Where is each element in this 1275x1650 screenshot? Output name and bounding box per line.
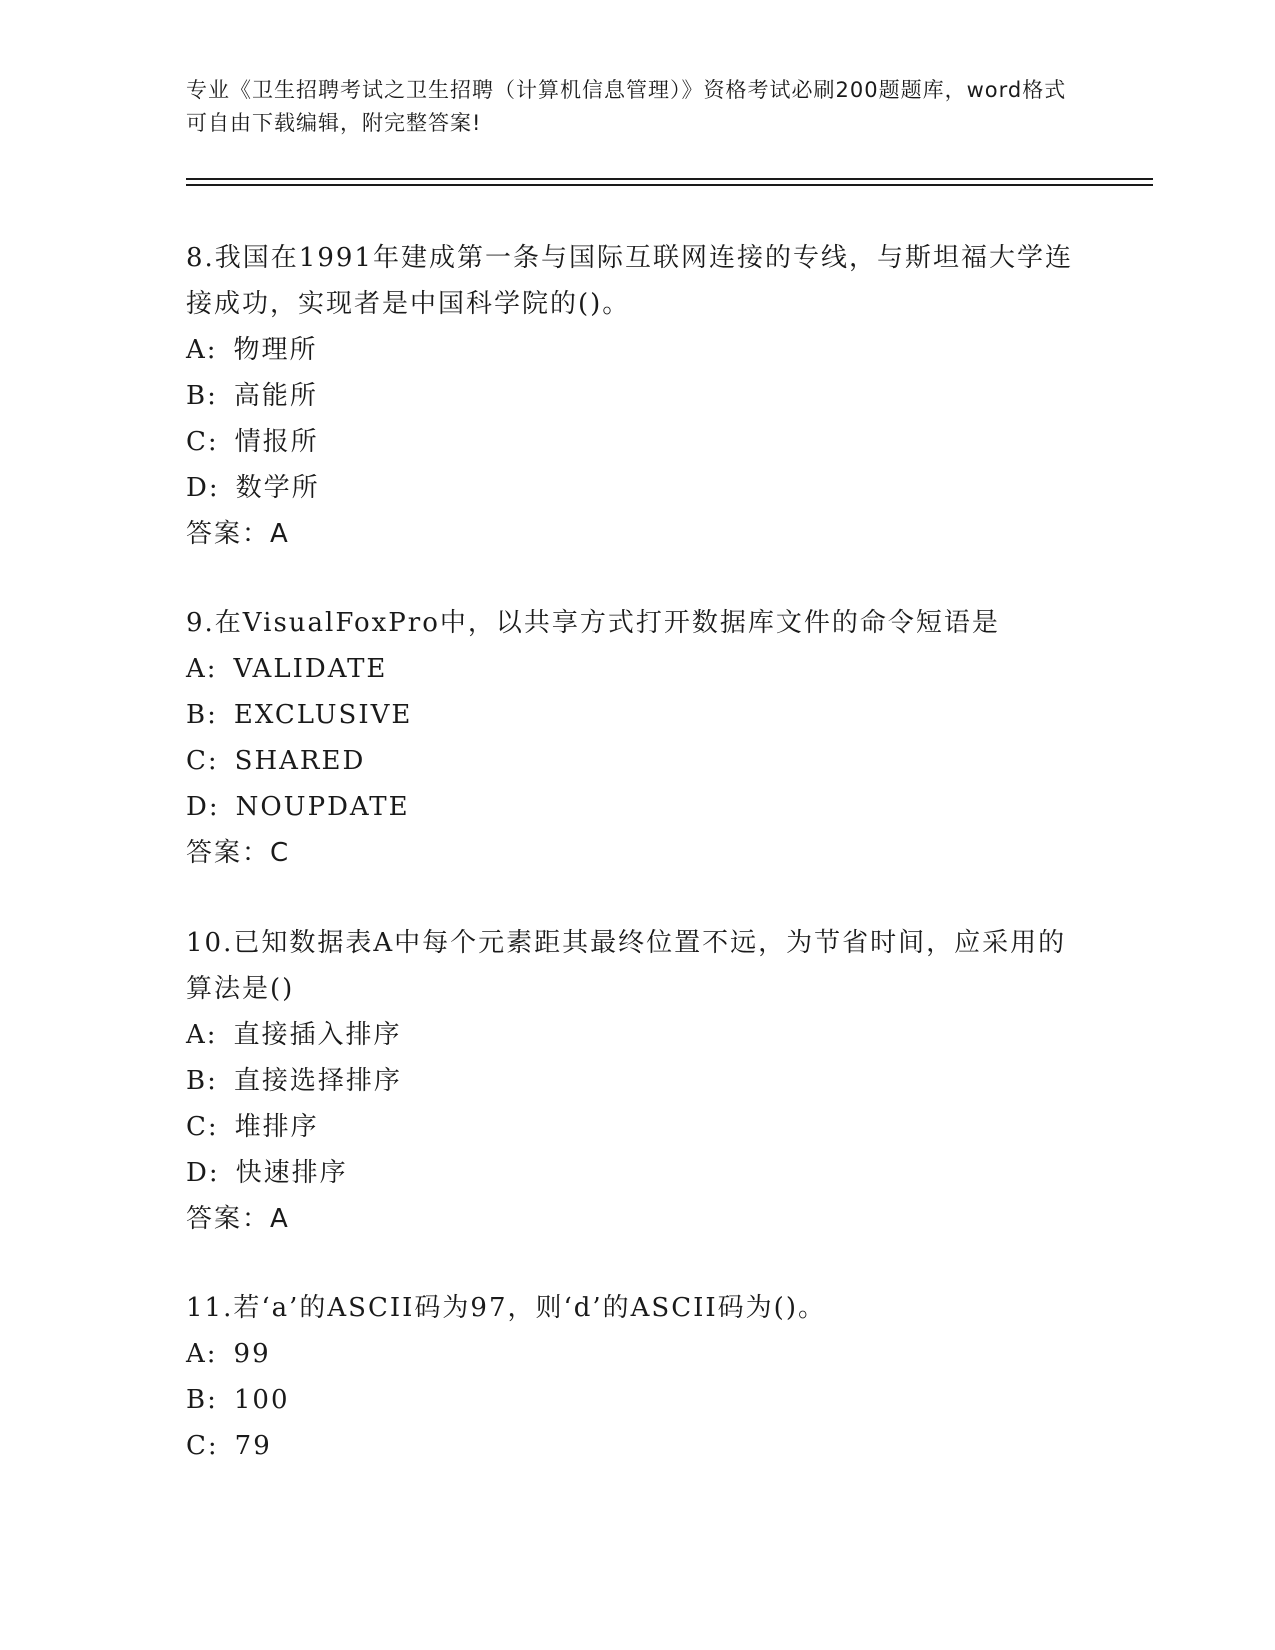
- option-b: [186, 692, 1086, 738]
- option-b: [186, 373, 1086, 419]
- option-b: [186, 1058, 1086, 1104]
- question-10: [186, 920, 1086, 1242]
- header-divider-top: [186, 178, 1153, 180]
- answer-line: 答案：A: [186, 1204, 290, 1234]
- question-stem: 11.若‘a’的ASCII码为97，则‘d’的ASCII码为()。: [186, 1293, 826, 1323]
- option-a: [186, 327, 1086, 373]
- option-text: 情报所: [234, 427, 319, 457]
- option-key: C:: [186, 1112, 219, 1142]
- option-key: B:: [186, 1385, 218, 1415]
- document-header: 专业《卫生招聘考试之卫生招聘（计算机信息管理）》资格考试必刷200题题库，word格式可自由下载编辑，附完整答案!: [186, 78, 1067, 135]
- option-text: 高能所: [233, 381, 318, 411]
- question-stem: 10.已知数据表A中每个元素距其最终位置不远，为节省时间，应采用的算法是(): [186, 928, 1067, 1004]
- option-key: A:: [186, 1020, 218, 1050]
- option-key: D:: [186, 1158, 220, 1188]
- option-key: D:: [186, 473, 220, 503]
- option-text: 直接选择排序: [233, 1066, 402, 1096]
- question-stem: 8.我国在1991年建成第一条与国际互联网连接的专线，与斯坦福大学连接成功，实现者是中国科学院的()。: [186, 243, 1073, 319]
- option-d: [186, 465, 1086, 511]
- option-a: [186, 1331, 1086, 1377]
- question-9: [186, 600, 1086, 876]
- question-8: [186, 235, 1086, 557]
- option-key: C:: [186, 427, 219, 457]
- option-key: B:: [186, 700, 218, 730]
- option-c: [186, 1423, 1086, 1469]
- option-text: 快速排序: [235, 1158, 348, 1188]
- option-key: B:: [186, 381, 218, 411]
- option-text: 堆排序: [234, 1112, 319, 1142]
- option-text: EXCLUSIVE: [233, 700, 413, 730]
- option-d: [186, 1150, 1086, 1196]
- option-key: A:: [186, 654, 218, 684]
- answer-line: 答案：C: [186, 838, 291, 868]
- option-a: [186, 646, 1086, 692]
- option-text: 物理所: [233, 335, 318, 365]
- option-text: 99: [233, 1339, 271, 1369]
- option-text: 100: [233, 1385, 290, 1415]
- option-text: NOUPDATE: [235, 792, 410, 822]
- option-key: B:: [186, 1066, 218, 1096]
- option-key: D:: [186, 792, 220, 822]
- answer-line: 答案：A: [186, 519, 290, 549]
- option-key: A:: [186, 1339, 218, 1369]
- option-key: C:: [186, 1431, 219, 1461]
- question-11: [186, 1285, 1086, 1469]
- option-c: [186, 1104, 1086, 1150]
- option-text: VALIDATE: [233, 654, 388, 684]
- option-text: 79: [234, 1431, 272, 1461]
- option-text: 数学所: [235, 473, 320, 503]
- question-stem: 9.在VisualFoxPro中，以共享方式打开数据库文件的命令短语是: [186, 608, 1000, 638]
- option-d: [186, 784, 1086, 830]
- option-text: SHARED: [234, 746, 366, 776]
- option-key: A:: [186, 335, 218, 365]
- option-c: [186, 419, 1086, 465]
- option-key: C:: [186, 746, 219, 776]
- option-a: [186, 1012, 1086, 1058]
- option-text: 直接插入排序: [233, 1020, 402, 1050]
- header-divider-bottom: [186, 184, 1153, 186]
- option-c: [186, 738, 1086, 784]
- option-b: [186, 1377, 1086, 1423]
